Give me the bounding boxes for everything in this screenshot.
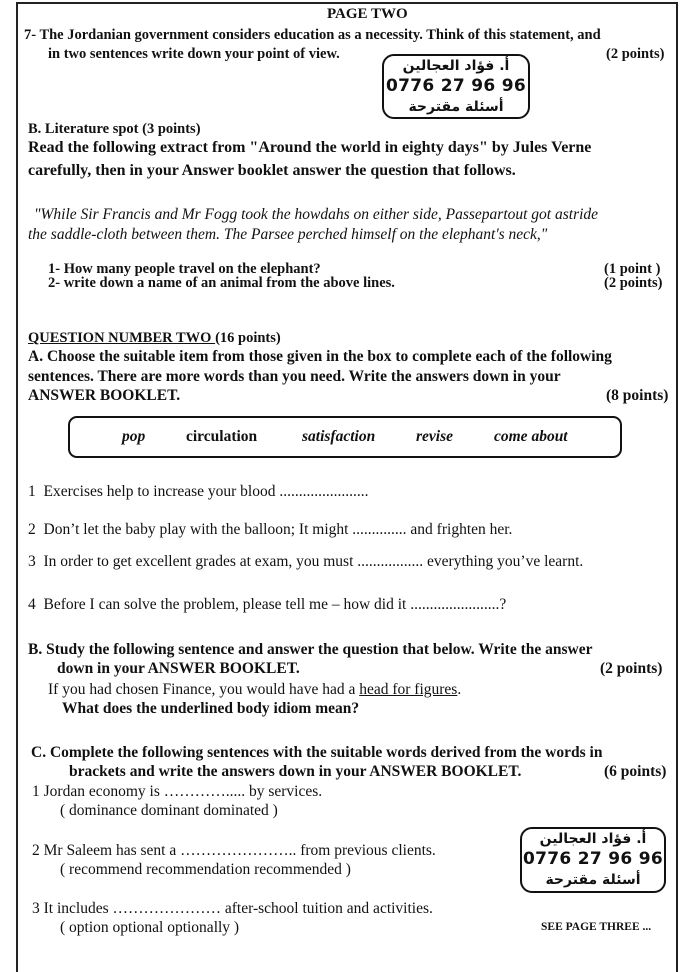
- q2a-instruction-line1: A. Choose the suitable item from those given in the box to complete each of the following: [28, 348, 612, 365]
- see-next-page: SEE PAGE THREE ...: [541, 921, 652, 933]
- literature-question-2: 2- write down a name of an animal from the above lines.: [48, 275, 395, 291]
- literature-question-1: 1- How many people travel on the elephant?: [48, 261, 321, 277]
- q2c-item-2-sentence: 2 Mr Saleem has sent a ………………….. from previous clients.: [32, 842, 436, 859]
- q2b-question: What does the underlined body idiom mean?: [62, 700, 360, 717]
- page-title: PAGE TWO: [327, 6, 408, 22]
- stamp-phone: 0776 27 96 96: [523, 849, 663, 869]
- q2c-item-2-options: ( recommend recommendation recommended ): [60, 861, 351, 878]
- question-two-points: (16 points): [215, 330, 281, 346]
- stamp-teacher-name: أ. فؤاد العجالين: [539, 831, 647, 847]
- q2a-item-3: [28, 553, 583, 571]
- q2a-instruction-line3: ANSWER BOOKLET.: [28, 387, 181, 404]
- q2b-points: (2 points): [600, 660, 663, 677]
- q2c-item-3-options: ( option optional optionally ): [60, 919, 240, 936]
- extract-quote-line1: "While Sir Francis and Mr Fogg took the howdahs on either side, Passepartout got astride: [34, 206, 599, 223]
- q2b-instruction-line1: B. Study the following sentence and answer the question that below. Write the answer: [28, 641, 593, 658]
- literature-heading: B. Literature spot (3 points): [28, 121, 201, 137]
- q2a-item-1: [28, 483, 369, 501]
- question-two-title: QUESTION NUMBER TWO: [28, 330, 216, 346]
- q7-line1: 7- The Jordanian government considers education as a necessity. Think of this statement, and: [24, 27, 601, 43]
- item-number: 3: [28, 553, 36, 570]
- item-number: 1: [28, 483, 36, 500]
- word-box: [68, 416, 622, 458]
- teacher-stamp: [520, 827, 666, 893]
- stamp-teacher-name: أ. فؤاد العجالين: [402, 58, 510, 74]
- sentence-end: .: [457, 681, 462, 698]
- item-number: 4: [28, 596, 36, 613]
- q7-points: (2 points): [606, 46, 665, 62]
- q2a-item-2: [28, 521, 512, 539]
- q2c-instruction-line1: C. Complete the following sentences with the suitable words derived from the words in: [31, 744, 603, 761]
- literature-instruction-line1: Read the following extract from "Around the world in eighty days" by Jules Verne: [28, 139, 592, 156]
- item-text: Before I can solve the problem, please tell me – how did it .......................?: [43, 596, 507, 613]
- q2c-instruction-line2: brackets and write the answers down in your ANSWER BOOKLET.: [69, 763, 522, 780]
- word-box-item: revise: [416, 428, 454, 445]
- sentence-text: If you had chosen Finance, you would have had a: [48, 681, 360, 698]
- q2b-instruction-line2: down in your ANSWER BOOKLET.: [57, 660, 300, 677]
- word-box-item: satisfaction: [302, 428, 376, 445]
- literature-instruction-line2: carefully, then in your Answer booklet answer the question that follows.: [28, 162, 516, 179]
- q2c-item-1-options: ( dominance dominant dominated ): [60, 802, 278, 819]
- stamp-subtitle: أسئلة مقترحة: [408, 99, 504, 115]
- q2a-instruction-line2: sentences. There are more words than you need. Write the answers down in your: [28, 368, 561, 385]
- question-two-heading: [28, 330, 281, 347]
- q2a-item-4: [28, 596, 506, 614]
- q7-line2: in two sentences write down your point of view.: [48, 46, 340, 62]
- literature-question-1-points: (1 point ): [604, 261, 661, 277]
- q2c-item-3-sentence: 3 It includes ………………… after-school tuition and activities.: [32, 900, 433, 917]
- item-text: Exercises help to increase your blood .......................: [43, 483, 369, 500]
- q2c-points: (6 points): [604, 763, 667, 780]
- teacher-stamp: [382, 54, 530, 119]
- stamp-phone: 0776 27 96 96: [386, 76, 526, 96]
- q2c-item-1-sentence: 1 Jordan economy is …………..... by services.: [32, 783, 323, 800]
- literature-question-2-points: (2 points): [604, 275, 663, 291]
- word-box-item: circulation: [186, 428, 258, 445]
- underlined-idiom: head for figures: [359, 681, 458, 698]
- stamp-subtitle: أسئلة مقترحة: [545, 872, 641, 888]
- extract-quote-line2: the saddle-cloth between them. The Parsee perched himself on the elephant's neck,": [28, 226, 548, 243]
- word-box-item: pop: [122, 428, 146, 445]
- item-text: In order to get excellent grades at exam, you must ................. everything you’ve learnt.: [43, 553, 584, 570]
- q2b-sentence: [48, 681, 461, 699]
- item-number: 2: [28, 521, 36, 538]
- q2a-points: (8 points): [606, 387, 669, 404]
- word-box-item: come about: [494, 428, 568, 445]
- item-text: Don’t let the baby play with the balloon; It might .............. and frighten her.: [43, 521, 513, 538]
